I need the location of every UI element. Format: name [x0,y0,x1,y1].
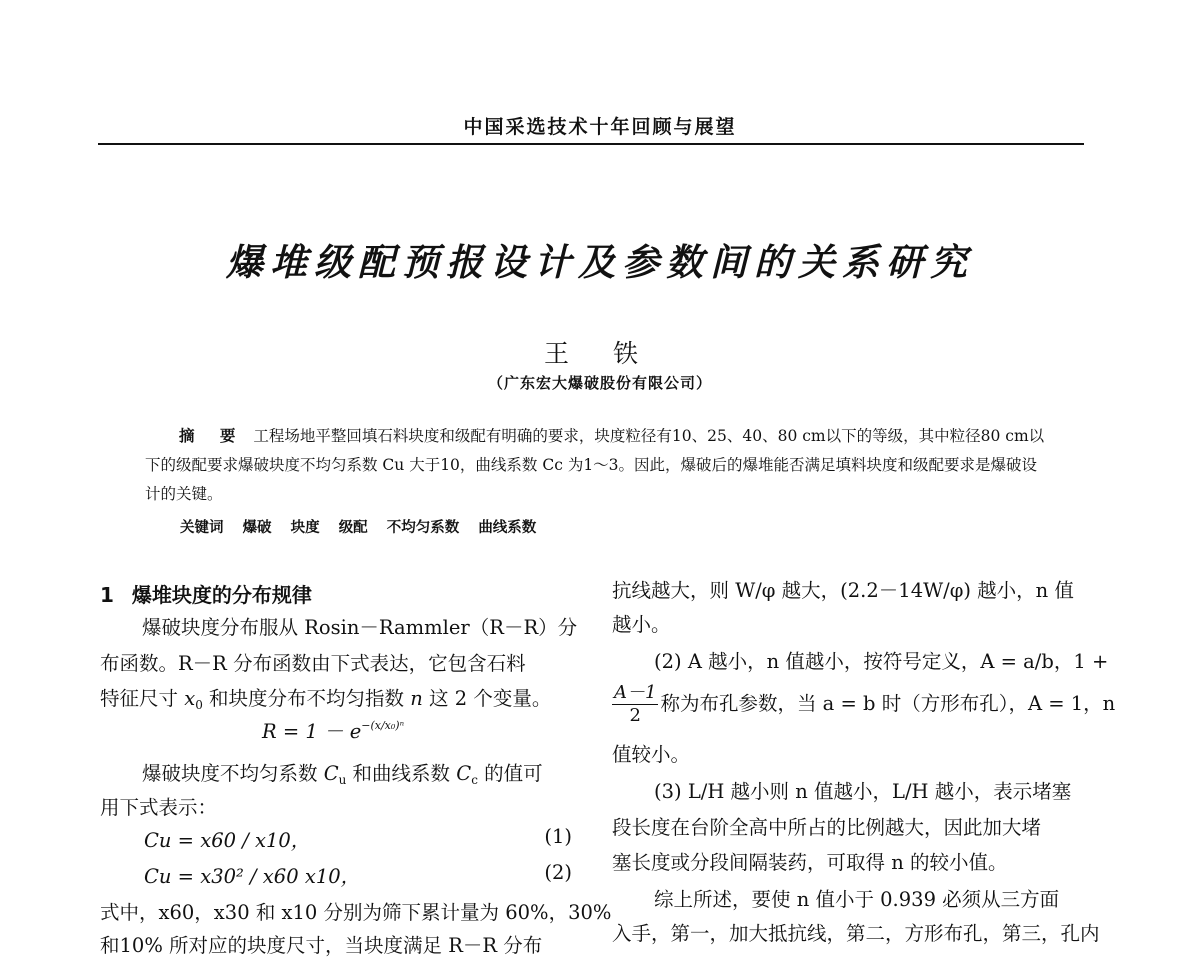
header-rule [98,143,1084,145]
fraction-denominator: 2 [629,705,641,726]
abstract-text: 工程场地平整回填石料块度和级配有明确的要求，块度粒径有10、25、40、80 cm以下的等级，其中粒径80 cm以下的级配要求爆破块度不均匀系数 Cu 大于10，曲线系数 Cc 为1～3。因此，爆破后的爆堆能否满足填料块度和级配要求是爆破设计的关键。 [145,427,1045,503]
keyword: 不均匀系数 [386,520,460,536]
keyword: 曲线系数 [478,520,537,536]
equation-R [262,716,404,744]
body-text: 的值可 [477,762,543,785]
body-line: 越小。 [612,613,671,636]
abstract-label: 摘 要 [179,427,246,445]
symbol-n: n [410,687,423,710]
body-line: (3) L/H 越小则 n 值越小，L/H 越小，表示堵塞 [654,780,1072,803]
equation-2-body: Cu = x30² / x60 x10， [144,865,361,888]
symbol-x0: $x_0$ [184,687,203,712]
body-line [100,683,572,712]
abstract [145,422,1045,509]
equation-1-body: Cu = x60 / x10， [144,829,311,852]
body-line: 抗线越大，则 W/φ 越大，(2.2－14W/φ) 越小，n 值 [612,579,1074,602]
author-name: 王 铁 [544,339,656,368]
body-text: 和块度分布不均匀指数 [202,687,411,710]
keywords [180,516,550,537]
body-text: 爆破块度不均匀系数 [142,762,324,785]
body-line: 塞长度或分段间隔装药，可取得 n 的较小值。 [612,851,1008,874]
body-line: (2) A 越小，n 值越小，按符号定义，A = a/b，1 + [654,650,1109,673]
body-line [100,758,572,787]
running-head: 中国采选技术十年回顾与展望 [463,116,737,138]
body-line: 式中，x60，x30 和 x10 分别为筛下累计量为 60%，30% [100,901,612,924]
keyword: 爆破 [242,520,272,536]
fraction [612,682,658,727]
section-heading [100,579,312,608]
keyword: 级配 [338,520,368,536]
article-title: 爆堆级配预报设计及参数间的关系研究 [226,241,974,284]
keyword: 块度 [290,520,320,536]
body-line: 和10% 所对应的块度尺寸，当块度满足 R－R 分布 [100,934,543,957]
body-line: 用下式表示： [100,796,218,819]
body-line: 值较小。 [612,743,691,766]
equation-2 [100,861,572,889]
symbol-cu: $C_u$ [323,762,347,787]
symbol-cc: $C_c$ [456,762,478,787]
equation-R-exponent: −(x/x₀)ⁿ [361,719,405,732]
section-number: 1 [100,583,114,607]
fraction-numerator: A－1 [614,682,657,703]
section-title: 爆堆块度的分布规律 [131,583,312,607]
body-line: 段长度在台阶全高中所占的比例越大，因此加大堵 [612,816,1042,839]
body-line: 爆破块度分布服从 Rosin－Rammler（R－R）分 [142,616,578,639]
equation-R-body: R = 1 － e [262,720,362,743]
body-line: 综上所述，要使 n 值小于 0.939 必须从三方面 [654,888,1060,911]
body-line: 入手，第一，加大抵抗线，第二，方形布孔，第三，孔内 [612,922,1100,945]
keywords-label: 关键词 [180,520,224,536]
body-text: 这 2 个变量。 [422,687,552,710]
body-line [612,682,1116,727]
author-affiliation: （广东宏大爆破股份有限公司） [487,374,712,392]
equation-1 [100,825,572,853]
equation-1-number: (1) [544,825,572,848]
body-text: 和曲线系数 [346,762,457,785]
body-line: 布函数。R－R 分布函数由下式表达，它包含石料 [100,652,526,675]
equation-2-number: (2) [544,861,572,884]
body-text: 特征尺寸 [100,687,185,710]
body-text: 称为布孔参数，当 a = b 时（方形布孔），A = 1，n [660,692,1116,715]
